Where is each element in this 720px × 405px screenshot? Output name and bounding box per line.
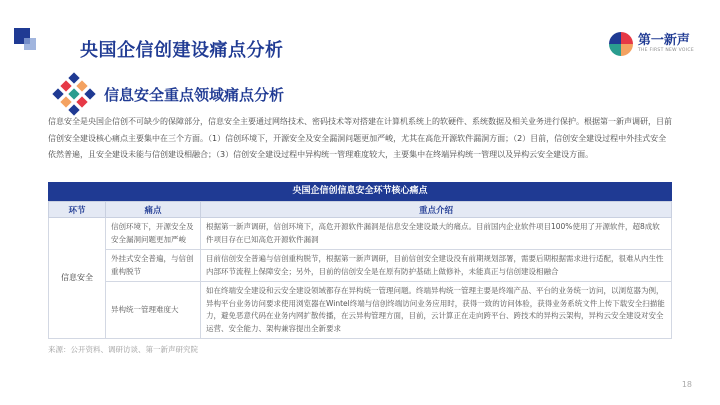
- header-pain: 痛点: [106, 202, 201, 218]
- pain-points-table-block: [48, 182, 672, 339]
- page-number: 18: [681, 380, 692, 389]
- table-header-row: [49, 202, 672, 218]
- detail-cell: 目前信创安全普遍与信创重构脱节，根据第一新声调研，目前信创安全建设没有前期规划部署，需要后期根据需求进行适配，很难从内生性内部环节流程上保障安全；另外，目前的信创安全是在原有防护基础上做修补，未能真正与信创建设相融合: [201, 250, 672, 282]
- source-note: 来源：公开资料、调研访谈、第一新声研究院: [48, 345, 198, 354]
- brand-name-en: THE FIRST NEW VOICE: [637, 48, 694, 53]
- category-cell: 信息安全: [49, 218, 106, 339]
- page-title: 央国企信创建设痛点分析: [80, 40, 284, 61]
- pain-points-table: [48, 201, 672, 339]
- intro-paragraph: 信息安全是央国企信创不可缺少的保障部分，信息安全主要通过网络技术、密码技术等对搭建在计算机系统上的软硬件、系统数据及相关业务进行保护。根据第一新声调研，目前信创安全建设核心痛点主要集中在三个方面。（1）信创环境下，开源安全及安全漏洞问题更加严峻，尤其在高危开源软件漏洞方面；（2）目前，信创安全建设过程中外挂式安全依然普遍，且安全建设未能与信创建设相融合；（3）信创安全建设过程中异构统一管理难度较大，主要集中在终端异构统一管理以及异构云安全建设方面。: [48, 117, 672, 160]
- brand-name-cn: 第一新声: [637, 33, 690, 48]
- pain-cell: 信创环境下，开源安全及安全漏洞问题更加严峻: [106, 218, 201, 250]
- brand-logo-icon: [609, 32, 633, 56]
- header-stage: 环节: [49, 202, 106, 218]
- brand-logo: [609, 32, 694, 56]
- detail-cell: 如在终端安全建设和云安全建设领域都存在异构统一管理问题。终端异构统一管理主要是终端产品、平台的业务统一访问，以浏览器为例，异构平台业务访问要求使用浏览器在Wintel终端与信创终端访问业务应用时，获得一致的访问体验，获得业务系统文件上传下载安全扫描能力，避免恶意代码在业务内网扩散传播，在云异构管理方面，目前，云计算正在走向跨平台、跨技术的异构云架构，异构云安全建设对安全运营、安全能力、架构兼容提出全新要求: [201, 282, 672, 339]
- brand-logo-text: [638, 34, 694, 54]
- pain-cell: 外挂式安全普遍，与信创重构脱节: [106, 250, 201, 282]
- table-title: 央国企信创信息安全环节核心痛点: [48, 182, 672, 201]
- table-row: [49, 282, 672, 339]
- header-detail: 重点介绍: [201, 202, 672, 218]
- table-row: [49, 250, 672, 282]
- diamond-grid-icon: [54, 74, 94, 114]
- detail-cell: 根据第一新声调研，信创环境下，高危开源软件漏洞是信息安全建设最大的痛点。目前国内企业软件项目100%使用了开源软件，超8成软件项目存在已知高危开源软件漏洞: [201, 218, 672, 250]
- pain-cell: 异构统一管理难度大: [106, 282, 201, 339]
- table-row: [49, 218, 672, 250]
- corner-decoration-square-light: [24, 38, 36, 50]
- section-title: 信息安全重点领域痛点分析: [104, 86, 285, 104]
